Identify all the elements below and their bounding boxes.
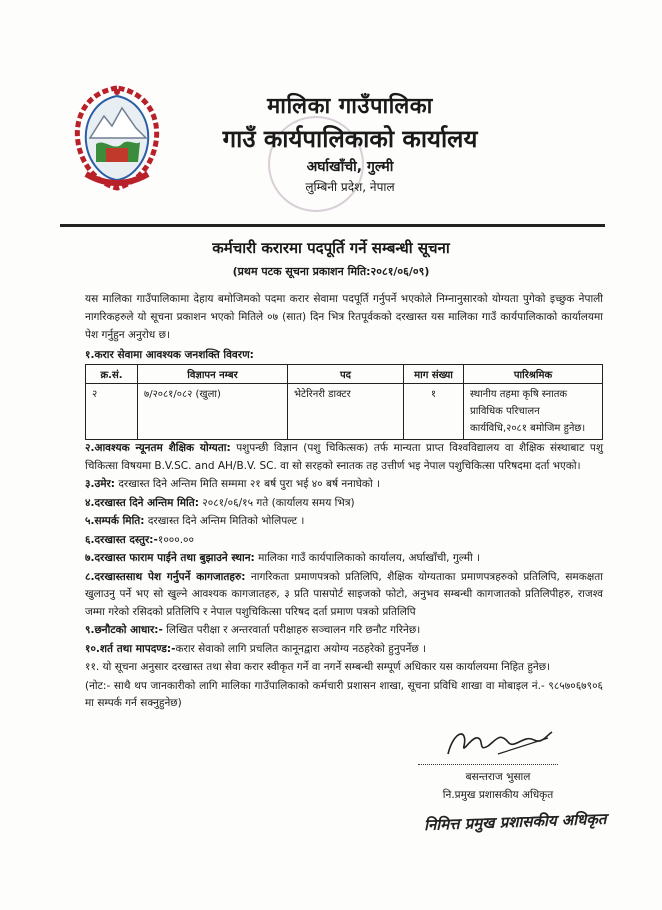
list-item [85, 476, 603, 494]
item-text: लिखित परीक्षा र अन्तरवार्ता परीक्षाहरु सञ्चालन गरि छनौट गरिनेछ। [162, 624, 421, 636]
office-name: गाउँ कार्यपालिकाको कार्यालय [222, 125, 478, 153]
office-location: अर्घाखाँची, गुल्मी [306, 159, 394, 175]
list-item [85, 495, 603, 513]
item-text: २०८१/०६/१५ गते (कार्यालय समय भित्र) [198, 496, 355, 509]
item-label: ६.दरखास्त दस्तुर:- [85, 533, 158, 546]
table-header-row [86, 365, 603, 384]
vacancy-table [85, 364, 603, 440]
list-item [85, 532, 603, 550]
section-1-heading: १.करार सेवामा आवश्यक जनशक्ति विवरण: [85, 349, 254, 361]
item-label: ८.दरखास्तसाथ पेश गर्नुपर्ने कागजातहरु: [85, 570, 246, 583]
list-item [85, 622, 603, 640]
table-header: क्र.सं. [86, 365, 138, 384]
signatory-name: बसन्तराज भुसाल [465, 771, 531, 783]
item-text: १०००.०० [157, 533, 194, 546]
notice-intro: यस मालिका गाउँपालिकामा देहाय बमोजिमको पदमा करार सेवामा पदपूर्ति गर्नुपर्ने भएकोले निम्नानुसारको योग्यता पुगेको इच्छुक नेपाली नागरिकहरुले यो सूचना प्रकाशन भएको मितिले ०७ (सात) दिन भित्र रितपूर्वकको दरखास्त यस मालिका गाउँ कार्यपालिकाको कार्यालयमा पेश गर्नुहुन अनुरोध छ। [85, 293, 603, 341]
item-label: ३.उमेर: [85, 478, 115, 490]
list-item [85, 659, 603, 677]
item-text: मालिका गाउँ कार्यपालिकाको कार्यालय, अर्घाखाँची, गुल्मी । [254, 552, 481, 564]
item-label: ५.सम्पर्क मिति: [85, 515, 145, 527]
table-header: पारिश्रमिक [464, 365, 603, 384]
signatory-title: नि.प्रमुख प्रशासकीय अधिकृत [442, 789, 554, 801]
table-cell: २ [86, 384, 138, 440]
item-text: पशुपन्छी विज्ञान (पशु चिकित्सक) तर्फ मान्यता प्राप्त विश्वविद्यालय वा शैक्षिक संस्थाबाट पशु चिकित्सा विषयमा B.V.SC. and AH/B.V. SC. वा सो सरहको स्नातक तह उत्तीर्ण भइ नेपाल पशुचिकित्सा परिषदमा दर्ता भएको। [85, 442, 603, 472]
table-header: विज्ञापन नम्बर [138, 365, 288, 384]
header-divider [60, 224, 605, 227]
notice-items [85, 440, 603, 714]
table-header: माग संख्या [404, 365, 464, 384]
item-label: ४.दरखास्त दिने अन्तिम मिति: [85, 496, 199, 509]
item-label: १०.शर्त तथा मापदण्ड:- [85, 642, 176, 655]
item-text: करार सेवाको लागि प्रचलित कानूनद्वारा अयोग्य नठहरेको हुनुपर्नेछ । [175, 642, 427, 655]
notice-title: कर्मचारी करारमा पदपूर्ति गर्ने सम्बन्धी सूचना [212, 239, 450, 257]
item-label: ९.छनौटको आधार:- [85, 624, 163, 636]
table-row [86, 384, 603, 440]
table-cell: भेटेरिनरी डाक्टर [288, 384, 404, 440]
letterhead [180, 92, 520, 196]
list-item [85, 550, 603, 568]
notice-subtitle: (प्रथम पटक सूचना प्रकाशन मिति:२०८१/०६/०९) [232, 265, 430, 278]
list-item [85, 641, 603, 659]
list-item [85, 569, 603, 622]
table-cell: ७/२०८१/०८२ (खुला) [138, 384, 288, 440]
item-text: (नोट:- साथै थप जानकारीको लागि मालिका गाउँपालिकाको कर्मचारी प्रशासन शाखा, सूचना प्रविधि शाखा वा मोबाइल नं.- ९८५७०६७९०६ मा सम्पर्क गर्न सक्नुहुनेछ) [85, 679, 603, 709]
table-header: पद [288, 365, 404, 384]
list-item [85, 513, 603, 531]
table-cell: १ [404, 384, 464, 440]
officer-stamp-text: निमित्त प्रमुख प्रशासकीय अधिकृत [423, 809, 607, 835]
province-country: लुम्बिनी प्रदेश, नेपाल [305, 180, 395, 194]
item-text: नागरिकता प्रमाणपत्रको प्रतिलिपि, शैक्षिक योग्यताका प्रमाणपत्रहरुको प्रतिलिपि, समकक्षता खुलाउनु पर्ने भए सो खुल्ने आवश्यक कागजातहरु, ३ प्रति पासपोर्ट साइजको फोटो, अनुभव सम्बन्धी कागजातको प्रतिलिपीहरु, राजश्व जम्मा गरेको रसिदको प्रतिलिपि र नेपाल पशुचिकित्सा परिषद दर्ता प्रमाण पत्रको प्रतिलिपि [85, 570, 603, 618]
item-text: दरखास्त दिने अन्तिम मितिको भोलिपल्ट । [144, 515, 305, 527]
list-item [85, 678, 603, 713]
table-cell: स्थानीय तहमा कृषि स्नातक प्राविधिक परिचालन कार्यविधि,२०८१ बमोजिम हुनेछ। [464, 384, 603, 440]
municipality-name: मालिका गाउँपालिका [267, 94, 433, 119]
item-label: ७.दरखास्त फाराम पाईने तथा बुझाउने स्थान: [85, 552, 255, 564]
item-text: ११. यो सूचना अनुसार दरखास्त तथा सेवा करार स्वीकृत गर्ने वा नगर्ने सम्बन्धी सम्पूर्ण अधिकार यस कार्यालयमा निहित हुनेछ। [85, 661, 551, 673]
item-label: २.आवश्यक न्यूनतम शैक्षिक योग्यता: [85, 442, 231, 454]
nepal-emblem-icon [66, 82, 168, 194]
signature-line [418, 764, 558, 765]
item-text: दरखास्त दिने अन्तिम मिति सम्ममा २१ बर्ष पुरा भई ४० बर्ष ननाघेको । [114, 478, 381, 490]
list-item [85, 440, 603, 475]
handwritten-signature [438, 724, 558, 764]
